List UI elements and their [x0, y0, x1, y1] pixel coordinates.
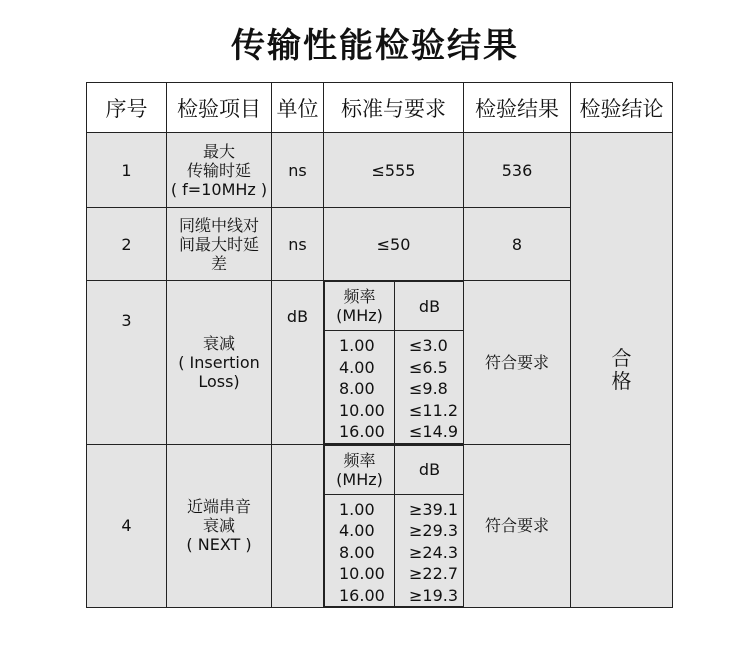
table-row	[87, 133, 673, 208]
freq-value: 10.00	[339, 564, 385, 583]
freq-list	[325, 494, 395, 607]
test-item: 衰减 ( Insertion Loss)	[167, 281, 272, 445]
limit-value: ≥19.3	[409, 585, 459, 605]
standard: ≤50	[324, 208, 464, 281]
result: 符合要求	[464, 281, 571, 445]
db-header: dB	[395, 445, 465, 494]
freq-value: 10.00	[339, 400, 385, 420]
freq-header: 频率 (MHz)	[325, 445, 395, 494]
conclusion-cell	[571, 133, 673, 608]
limit-value: ≤3.0	[409, 336, 448, 355]
test-item: 近端串音 衰减 ( NEXT )	[167, 444, 272, 608]
freq-value: 1.00	[339, 499, 375, 519]
standard-subtable-cell	[324, 444, 464, 608]
row-number: 2	[87, 208, 167, 281]
conclusion-char: 格	[611, 369, 632, 393]
limit-value: ≤9.8	[409, 379, 448, 398]
header-conclusion: 检验结论	[571, 83, 673, 133]
freq-value: 8.00	[339, 542, 375, 562]
db-header: dB	[395, 282, 465, 331]
row-number: 1	[87, 133, 167, 208]
standard: ≤555	[324, 133, 464, 208]
limit-list	[395, 331, 465, 444]
header-standard: 标准与要求	[324, 83, 464, 133]
header-result: 检验结果	[464, 83, 571, 133]
result: 536	[464, 133, 571, 208]
header-no: 序号	[87, 83, 167, 133]
freq-value: 16.00	[339, 585, 385, 605]
freq-header: 频率 (MHz)	[325, 282, 395, 331]
limit-value: ≥29.3	[409, 521, 459, 540]
unit: dB	[272, 281, 324, 445]
test-item: 最大 传输时延 ( f=10MHz )	[167, 133, 272, 208]
freq-value: 4.00	[339, 521, 375, 540]
standard-subtable-cell	[324, 281, 464, 445]
unit: ns	[272, 133, 324, 208]
row-number: 3	[87, 281, 167, 445]
row-number: 4	[87, 444, 167, 608]
standard-subtable	[324, 445, 465, 608]
freq-value: 16.00	[339, 422, 385, 441]
spec-table	[86, 82, 673, 608]
limit-value: ≤14.9	[409, 422, 459, 441]
page-title: 传输性能检验结果	[231, 26, 519, 66]
limit-value: ≤6.5	[409, 357, 448, 377]
test-item: 同缆中线对 间最大时延 差	[167, 208, 272, 281]
freq-value: 8.00	[339, 379, 375, 398]
limit-value: ≥22.7	[409, 564, 459, 583]
freq-list	[325, 331, 395, 444]
header-item: 检验项目	[167, 83, 272, 133]
limit-value: ≥24.3	[409, 542, 459, 562]
limit-value: ≤11.2	[409, 400, 459, 420]
header-unit: 单位	[272, 83, 324, 133]
standard-subtable	[324, 281, 465, 444]
limit-value: ≥39.1	[409, 499, 459, 519]
table-header-row	[87, 83, 673, 133]
unit	[272, 444, 324, 608]
freq-value: 4.00	[339, 357, 375, 377]
result: 符合要求	[464, 444, 571, 608]
result: 8	[464, 208, 571, 281]
limit-list	[395, 494, 465, 607]
conclusion-char: 合	[611, 346, 632, 370]
unit: ns	[272, 208, 324, 281]
freq-value: 1.00	[339, 336, 375, 355]
